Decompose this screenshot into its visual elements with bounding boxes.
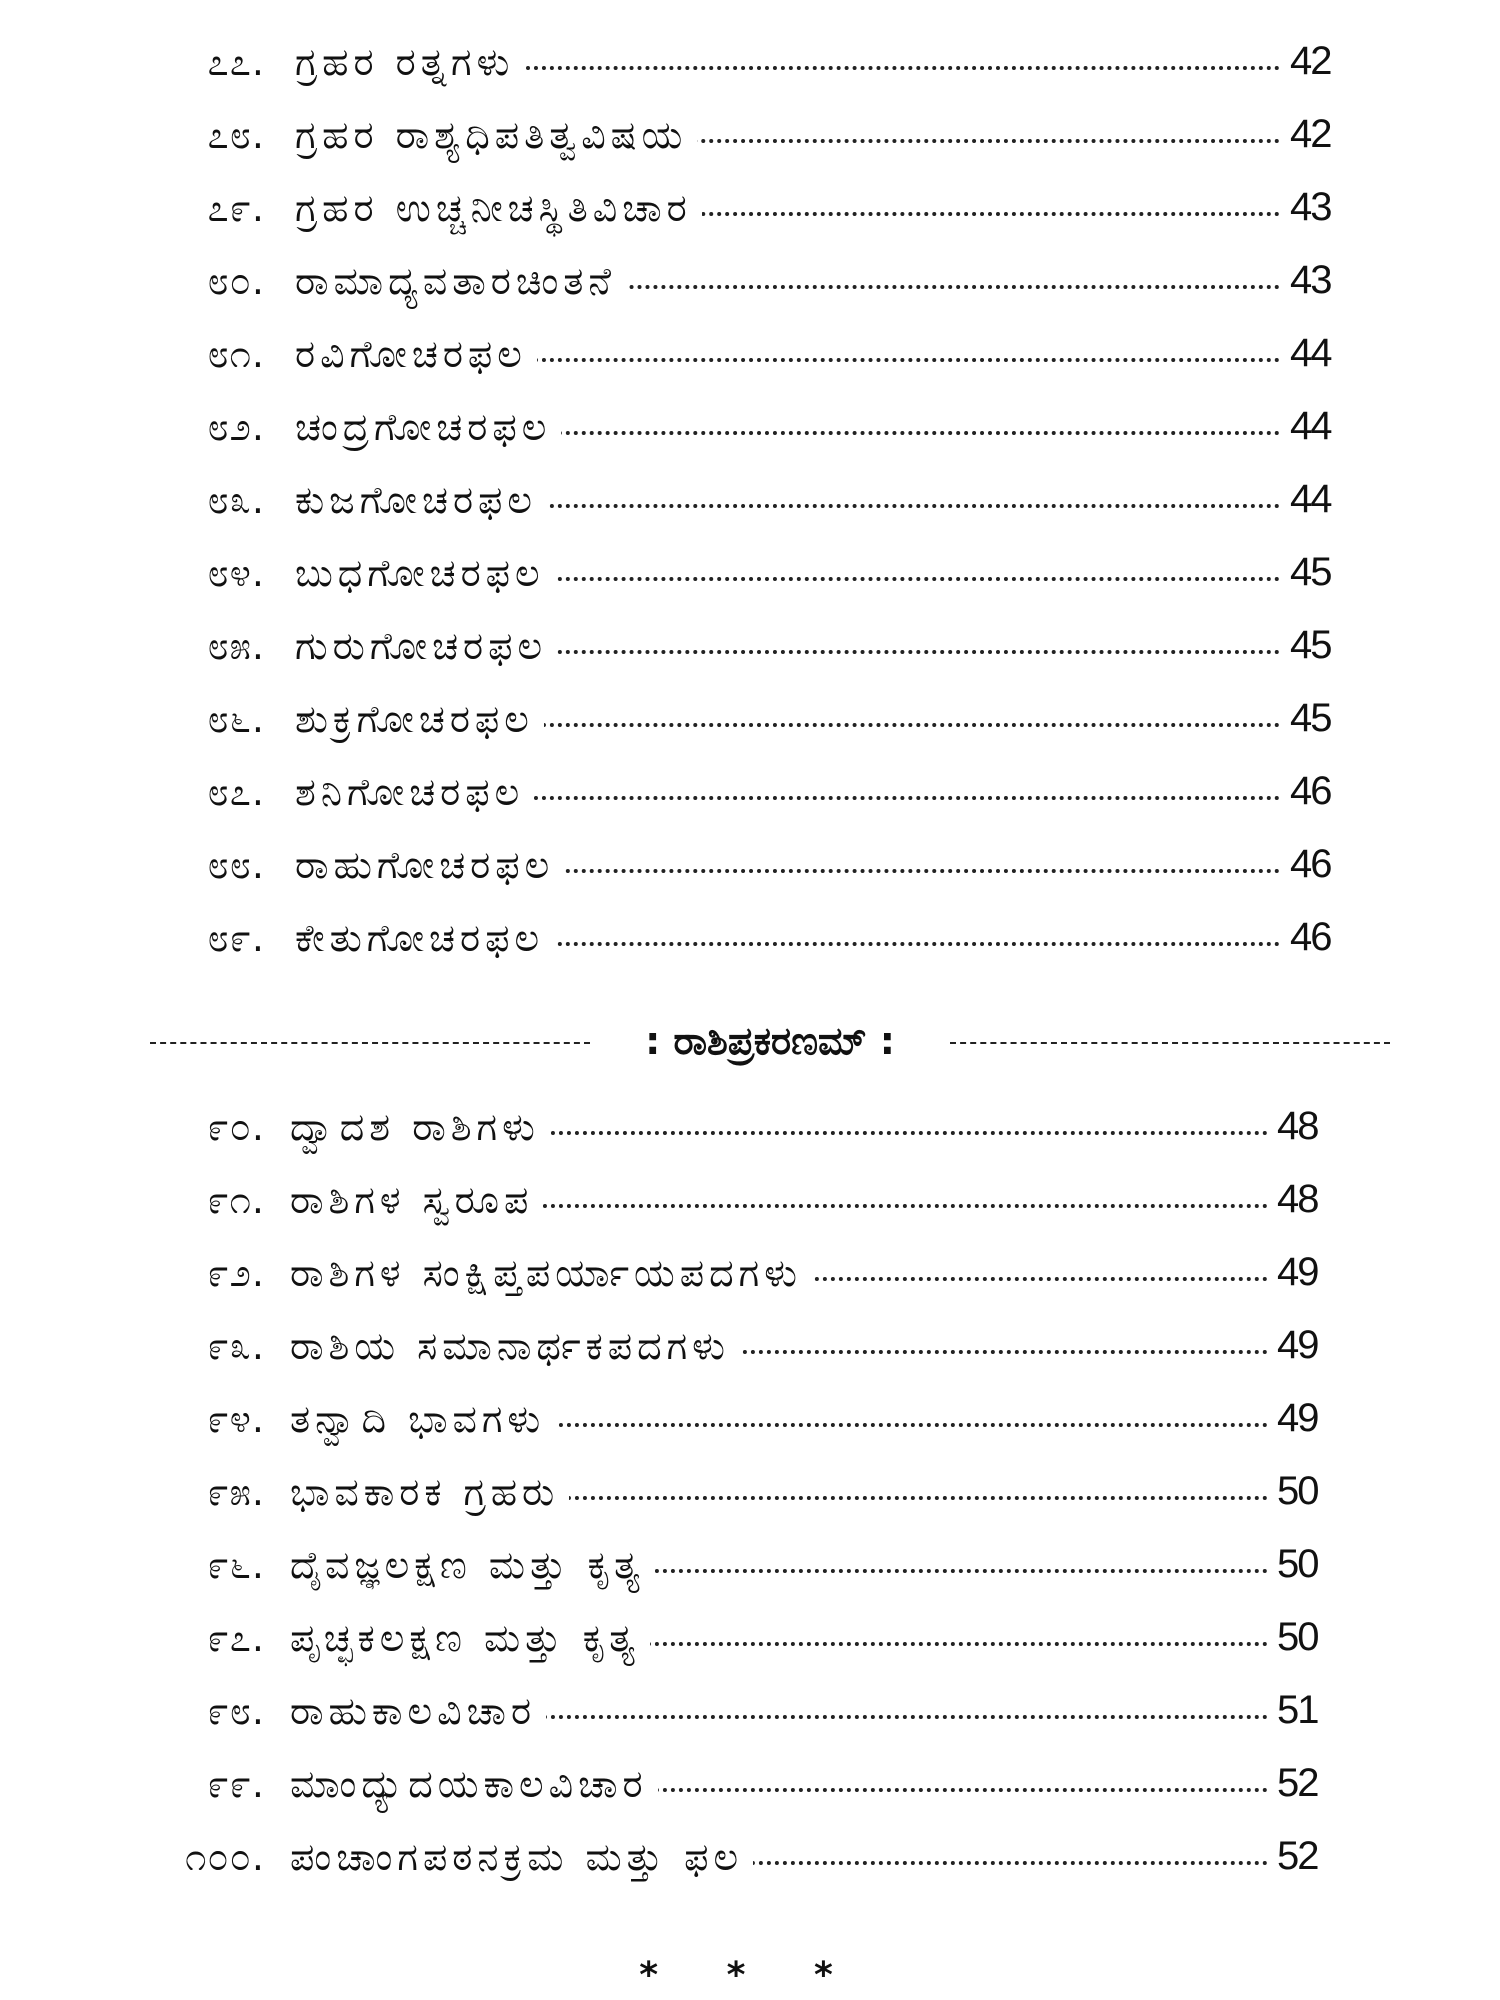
entry-title: ಗುರುಗೋಚರಫಲ — [295, 622, 557, 670]
entry-page-number: 52 — [1277, 1834, 1318, 1878]
entry-title: ತನ್ವಾದಿ ಭಾವಗಳು — [290, 1395, 555, 1443]
toc-entry — [0, 687, 1500, 760]
toc-entry — [0, 906, 1500, 979]
toc-entry — [0, 30, 1500, 103]
entry-page-number: 45 — [1290, 550, 1331, 594]
entry-title: ರಾಶಿಗಳ ಸಂಕ್ಷಿಪ್ತಪರ್ಯಾಯಪದಗಳು — [290, 1249, 812, 1297]
entry-title: ಪಂಚಾಂಗಪಠನಕ್ರಮ ಮತ್ತು ಫಲ — [290, 1833, 753, 1881]
entry-page-number: 50 — [1277, 1542, 1318, 1586]
toc-entry — [0, 322, 1500, 395]
entry-page-number: 42 — [1290, 112, 1331, 156]
entry-title: ಶನಿಗೋಚರಫಲ — [295, 768, 534, 816]
entry-page-number: 45 — [1290, 696, 1331, 740]
entry-page-number: 51 — [1277, 1688, 1318, 1732]
toc-entry — [0, 1679, 1500, 1752]
entry-number: ೮೬. — [207, 697, 265, 741]
toc-entry — [0, 760, 1500, 833]
toc-entry — [0, 249, 1500, 322]
toc-entry — [0, 1460, 1500, 1533]
entry-number: ೭೯. — [207, 186, 265, 230]
entry-title: ಭಾವಕಾರಕ ಗ್ರಹರು — [290, 1468, 569, 1516]
entry-number: ೯೬. — [207, 1543, 265, 1587]
entry-page-number: 44 — [1290, 404, 1331, 448]
entry-title: ದೈವಜ್ಞಲಕ್ಷಣ ಮತ್ತು ಕೃತ್ಯ — [290, 1541, 655, 1589]
entry-page-number: 48 — [1277, 1104, 1318, 1148]
toc-entry — [0, 176, 1500, 249]
toc-entry — [0, 541, 1500, 614]
end-mark: * * * — [639, 1955, 861, 1996]
entry-number: ೯೧. — [207, 1178, 265, 1222]
entry-title: ಗ್ರಹರ ರಾಶ್ಯಧಿಪತಿತ್ವವಿಷಯ — [295, 111, 697, 159]
toc-entry — [0, 1168, 1500, 1241]
section-divider — [150, 1015, 1390, 1071]
entry-page-number: 43 — [1290, 185, 1331, 229]
toc-list-part2 — [0, 1095, 1500, 1898]
divider-dashed-line-left — [150, 1042, 590, 1044]
toc-entry — [0, 1533, 1500, 1606]
entry-page-number: 46 — [1290, 915, 1331, 959]
entry-number: ೯೦. — [207, 1105, 265, 1149]
toc-entry — [0, 1314, 1500, 1387]
toc-entry — [0, 1241, 1500, 1314]
entry-number: ೯೨. — [207, 1251, 265, 1295]
entry-number: ೧೦೦. — [185, 1835, 265, 1879]
entry-title: ರವಿಗೋಚರಫಲ — [295, 330, 537, 378]
section-heading: : ರಾಶಿಪ್ರಕರಣಮ್ : — [645, 1019, 895, 1063]
entry-number: ೮೨. — [207, 405, 265, 449]
entry-title: ಗ್ರಹರ ರತ್ನಗಳು — [295, 38, 524, 86]
entry-page-number: 49 — [1277, 1250, 1318, 1294]
entry-page-number: 43 — [1290, 258, 1331, 302]
entry-number: ೯೯. — [207, 1762, 265, 1806]
entry-page-number: 46 — [1290, 769, 1331, 813]
entry-title: ಗ್ರಹರ ಉಚ್ಚನೀಚಸ್ಥಿತಿವಿಚಾರ — [295, 184, 702, 232]
toc-entry — [0, 395, 1500, 468]
entry-number: ೯೩. — [207, 1324, 265, 1368]
entry-title: ಮಾಂದ್ಯುದಯಕಾಲವಿಚಾರ — [290, 1760, 658, 1808]
toc-entry — [0, 1095, 1500, 1168]
toc-entry — [0, 1387, 1500, 1460]
entry-number: ೮೦. — [207, 259, 265, 303]
toc-entry — [0, 103, 1500, 176]
entry-number: ೮೭. — [207, 770, 265, 814]
entry-title: ದ್ವಾದಶ ರಾಶಿಗಳು — [290, 1103, 550, 1151]
entry-number: ೯೮. — [207, 1689, 265, 1733]
toc-list-part1 — [0, 30, 1500, 979]
entry-page-number: 50 — [1277, 1615, 1318, 1659]
toc-entry — [0, 1752, 1500, 1825]
entry-page-number: 46 — [1290, 842, 1331, 886]
entry-number: ೮೮. — [207, 843, 265, 887]
entry-title: ಕುಜಗೋಚರಫಲ — [295, 476, 547, 524]
entry-page-number: 42 — [1290, 39, 1331, 83]
entry-page-number: 44 — [1290, 477, 1331, 521]
divider-dashed-line-right — [950, 1042, 1390, 1044]
entry-title: ರಾಹುಗೋಚರಫಲ — [295, 841, 564, 889]
entry-title: ಬುಧಗೋಚರಫಲ — [295, 549, 555, 597]
entry-number: ೯೫. — [207, 1470, 265, 1514]
entry-title: ಪೃಚ್ಛಕಲಕ್ಷಣ ಮತ್ತು ಕೃತ್ಯ — [290, 1614, 650, 1662]
toc-entry — [0, 614, 1500, 687]
entry-number: ೮೫. — [207, 624, 265, 668]
entry-page-number: 49 — [1277, 1396, 1318, 1440]
entry-title: ರಾಶಿಯ ಸಮಾನಾರ್ಥಕಪದಗಳು — [290, 1322, 740, 1370]
entry-number: ೭೭. — [207, 40, 265, 84]
toc-entry — [0, 1606, 1500, 1679]
toc-entry — [0, 1825, 1500, 1898]
toc-entry — [0, 833, 1500, 906]
toc-entry — [0, 468, 1500, 541]
entry-number: ೮೪. — [207, 551, 265, 595]
entry-title: ರಾಹುಕಾಲವಿಚಾರ — [290, 1687, 546, 1735]
entry-page-number: 44 — [1290, 331, 1331, 375]
entry-number: ೯೪. — [207, 1397, 265, 1441]
entry-page-number: 50 — [1277, 1469, 1318, 1513]
entry-page-number: 49 — [1277, 1323, 1318, 1367]
entry-title: ಚಂದ್ರಗೋಚರಫಲ — [295, 403, 561, 451]
entry-number: ೮೩. — [207, 478, 265, 522]
entry-number: ೭೮. — [207, 113, 265, 157]
entry-page-number: 52 — [1277, 1761, 1318, 1805]
entry-title: ಶುಕ್ರಗೋಚರಫಲ — [295, 695, 544, 743]
entry-number: ೮೧. — [207, 332, 265, 376]
entry-number: ೮೯. — [207, 916, 265, 960]
entry-page-number: 45 — [1290, 623, 1331, 667]
entry-title: ರಾಮಾದ್ಯವತಾರಚಿಂತನೆ — [295, 257, 626, 305]
entry-page-number: 48 — [1277, 1177, 1318, 1221]
entry-title: ರಾಶಿಗಳ ಸ್ವರೂಪ — [290, 1176, 543, 1224]
entry-number: ೯೭. — [207, 1616, 265, 1660]
entry-title: ಕೇತುಗೋಚರಫಲ — [295, 914, 554, 962]
